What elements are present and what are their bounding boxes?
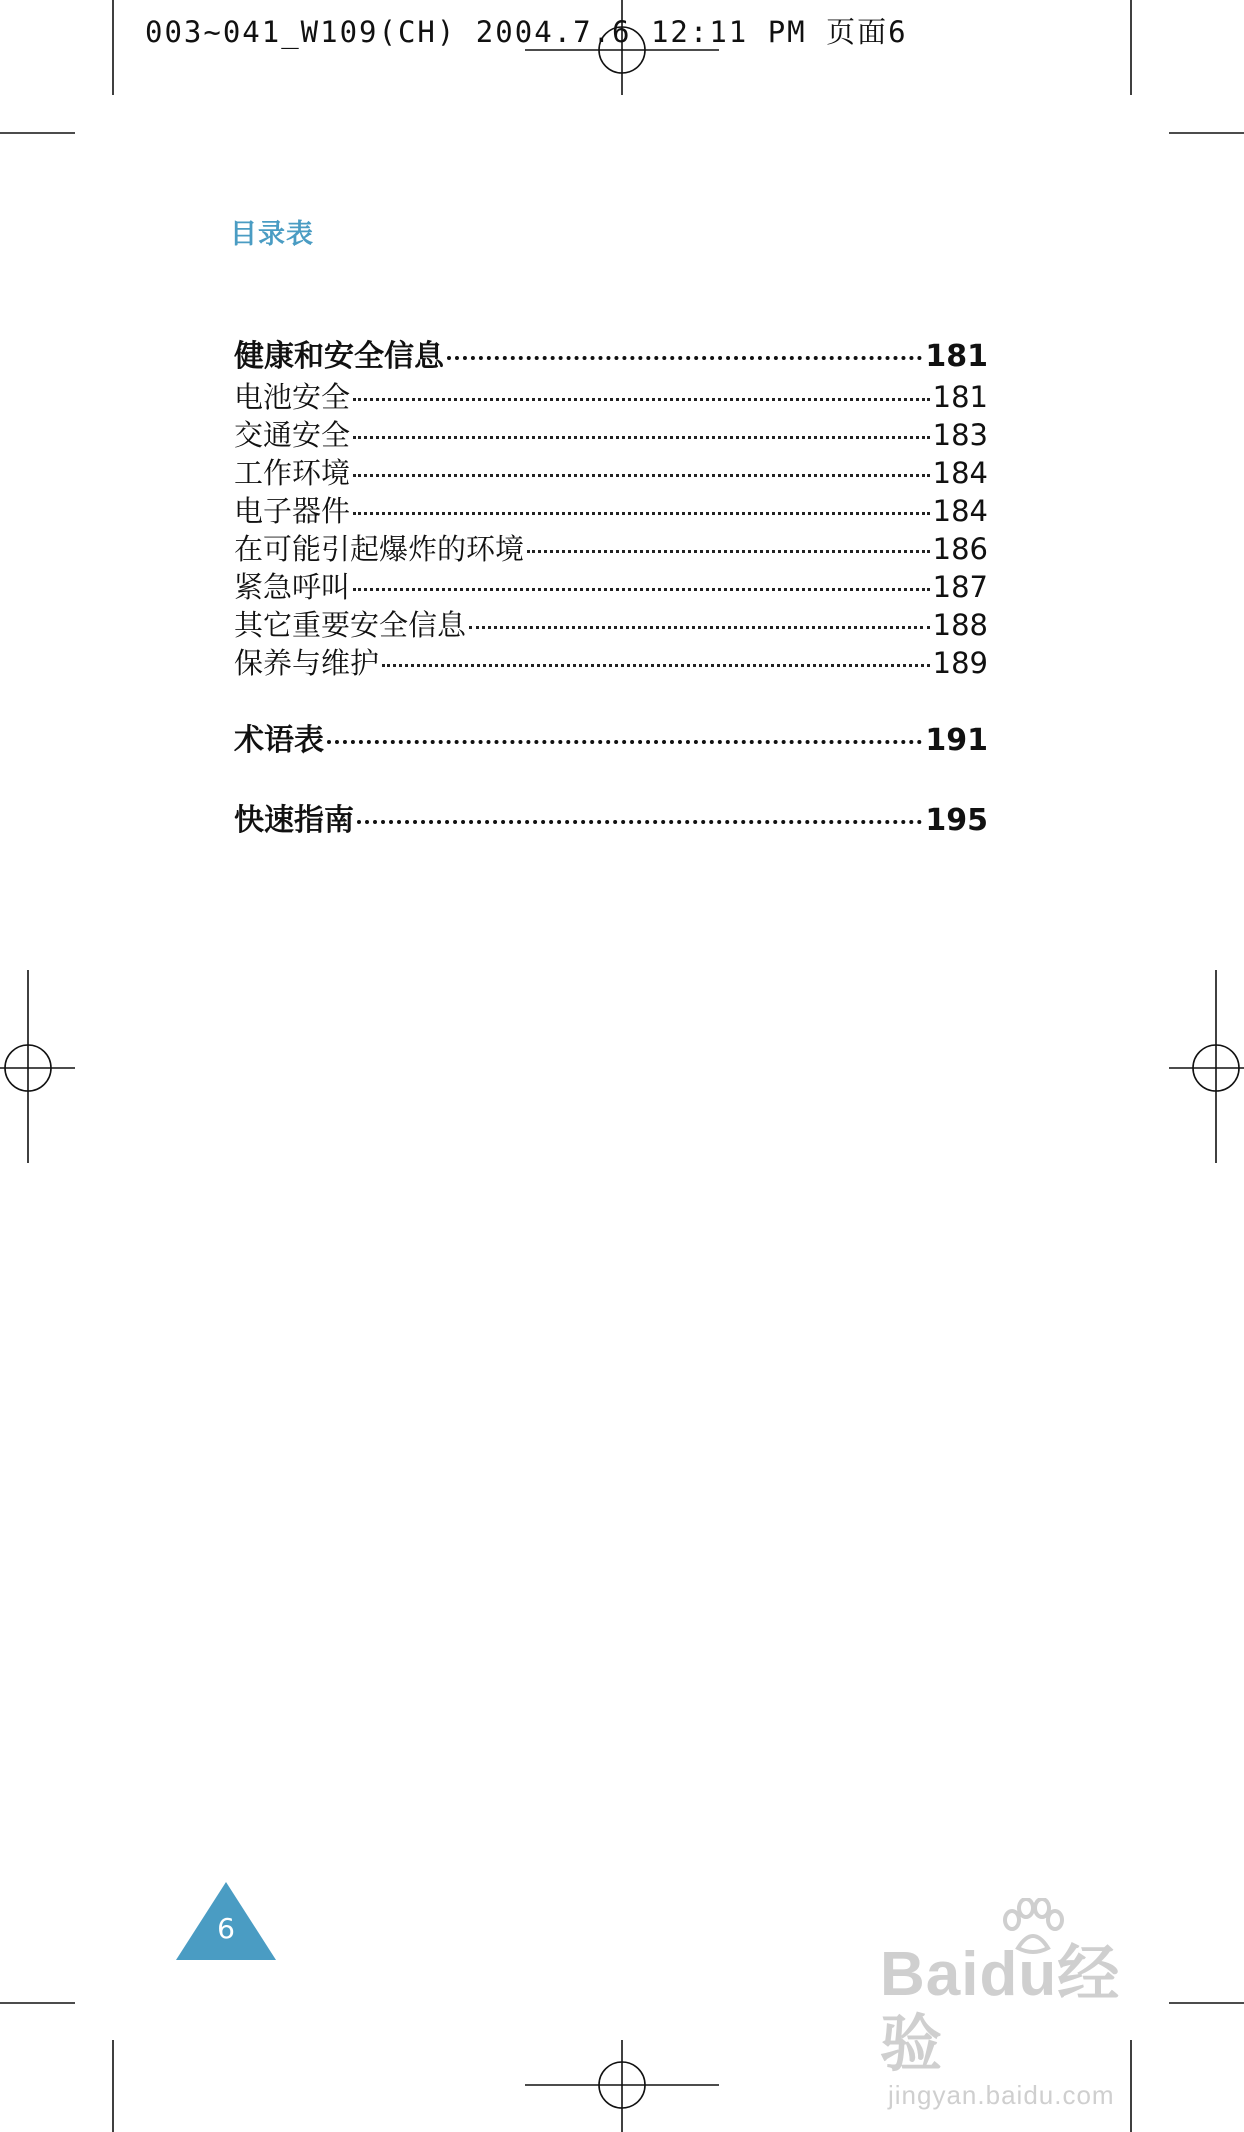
toc-entry [234, 336, 988, 378]
toc-entry-page: 183 [932, 418, 988, 452]
watermark-url: jingyan.baidu.com [888, 2080, 1115, 2110]
page-number: 6 [217, 1912, 235, 1945]
toc-entry-page: 186 [932, 532, 988, 566]
toc-entry-page: 189 [932, 646, 988, 680]
toc-entry-label: 工作环境 [234, 456, 351, 490]
toc-spacer [234, 682, 988, 720]
toc-entry-label: 术语表 [234, 723, 324, 758]
toc-entry [234, 454, 988, 492]
toc-entry [234, 530, 988, 568]
dot-leader [353, 436, 930, 439]
toc-entry-label: 电子器件 [234, 494, 351, 528]
toc-entry-label: 交通安全 [234, 418, 351, 452]
toc-entry [234, 416, 988, 454]
toc-entry [234, 378, 988, 416]
baidu-watermark [880, 1940, 1180, 2111]
table-of-contents [234, 336, 988, 842]
dot-leader [327, 740, 922, 744]
toc-entry-label: 快速指南 [234, 803, 354, 838]
dot-leader [357, 820, 922, 824]
toc-entry-page: 188 [932, 608, 988, 642]
toc-entry-page: 195 [925, 803, 988, 838]
dot-leader [469, 626, 930, 629]
toc-entry-label: 其它重要安全信息 [234, 608, 467, 642]
watermark-brand: Baidu经验 [880, 1940, 1121, 2079]
print-slug-line: 003~041_W109(CH) 2004.7.6 12:11 PM 页面6 [145, 15, 908, 49]
toc-entry [234, 492, 988, 530]
toc-spacer [234, 762, 988, 800]
toc-entry-page: 181 [932, 380, 988, 414]
dot-leader [353, 398, 930, 401]
toc-entry-label: 紧急呼叫 [234, 570, 351, 604]
toc-entry-label: 在可能引起爆炸的环境 [234, 532, 525, 566]
toc-entry-page: 184 [932, 494, 988, 528]
toc-entry-label: 保养与维护 [234, 646, 380, 680]
toc-entry [234, 720, 988, 762]
toc-entry-page: 181 [925, 339, 988, 374]
toc-entry-label: 健康和安全信息 [234, 339, 444, 374]
dot-leader [382, 664, 930, 667]
toc-entry-page: 187 [932, 570, 988, 604]
dot-leader [353, 512, 930, 515]
toc-entry [234, 800, 988, 842]
toc-entry [234, 606, 988, 644]
toc-entry [234, 568, 988, 606]
toc-entry-label: 电池安全 [234, 380, 351, 414]
toc-entry [234, 644, 988, 682]
paw-icon [998, 1898, 1068, 1958]
dot-leader [447, 356, 922, 360]
dot-leader [353, 474, 930, 477]
dot-leader [353, 588, 930, 591]
toc-entry-page: 191 [925, 723, 988, 758]
toc-entry-page: 184 [932, 456, 988, 490]
dot-leader [527, 550, 930, 553]
page-title: 目录表 [230, 219, 314, 250]
